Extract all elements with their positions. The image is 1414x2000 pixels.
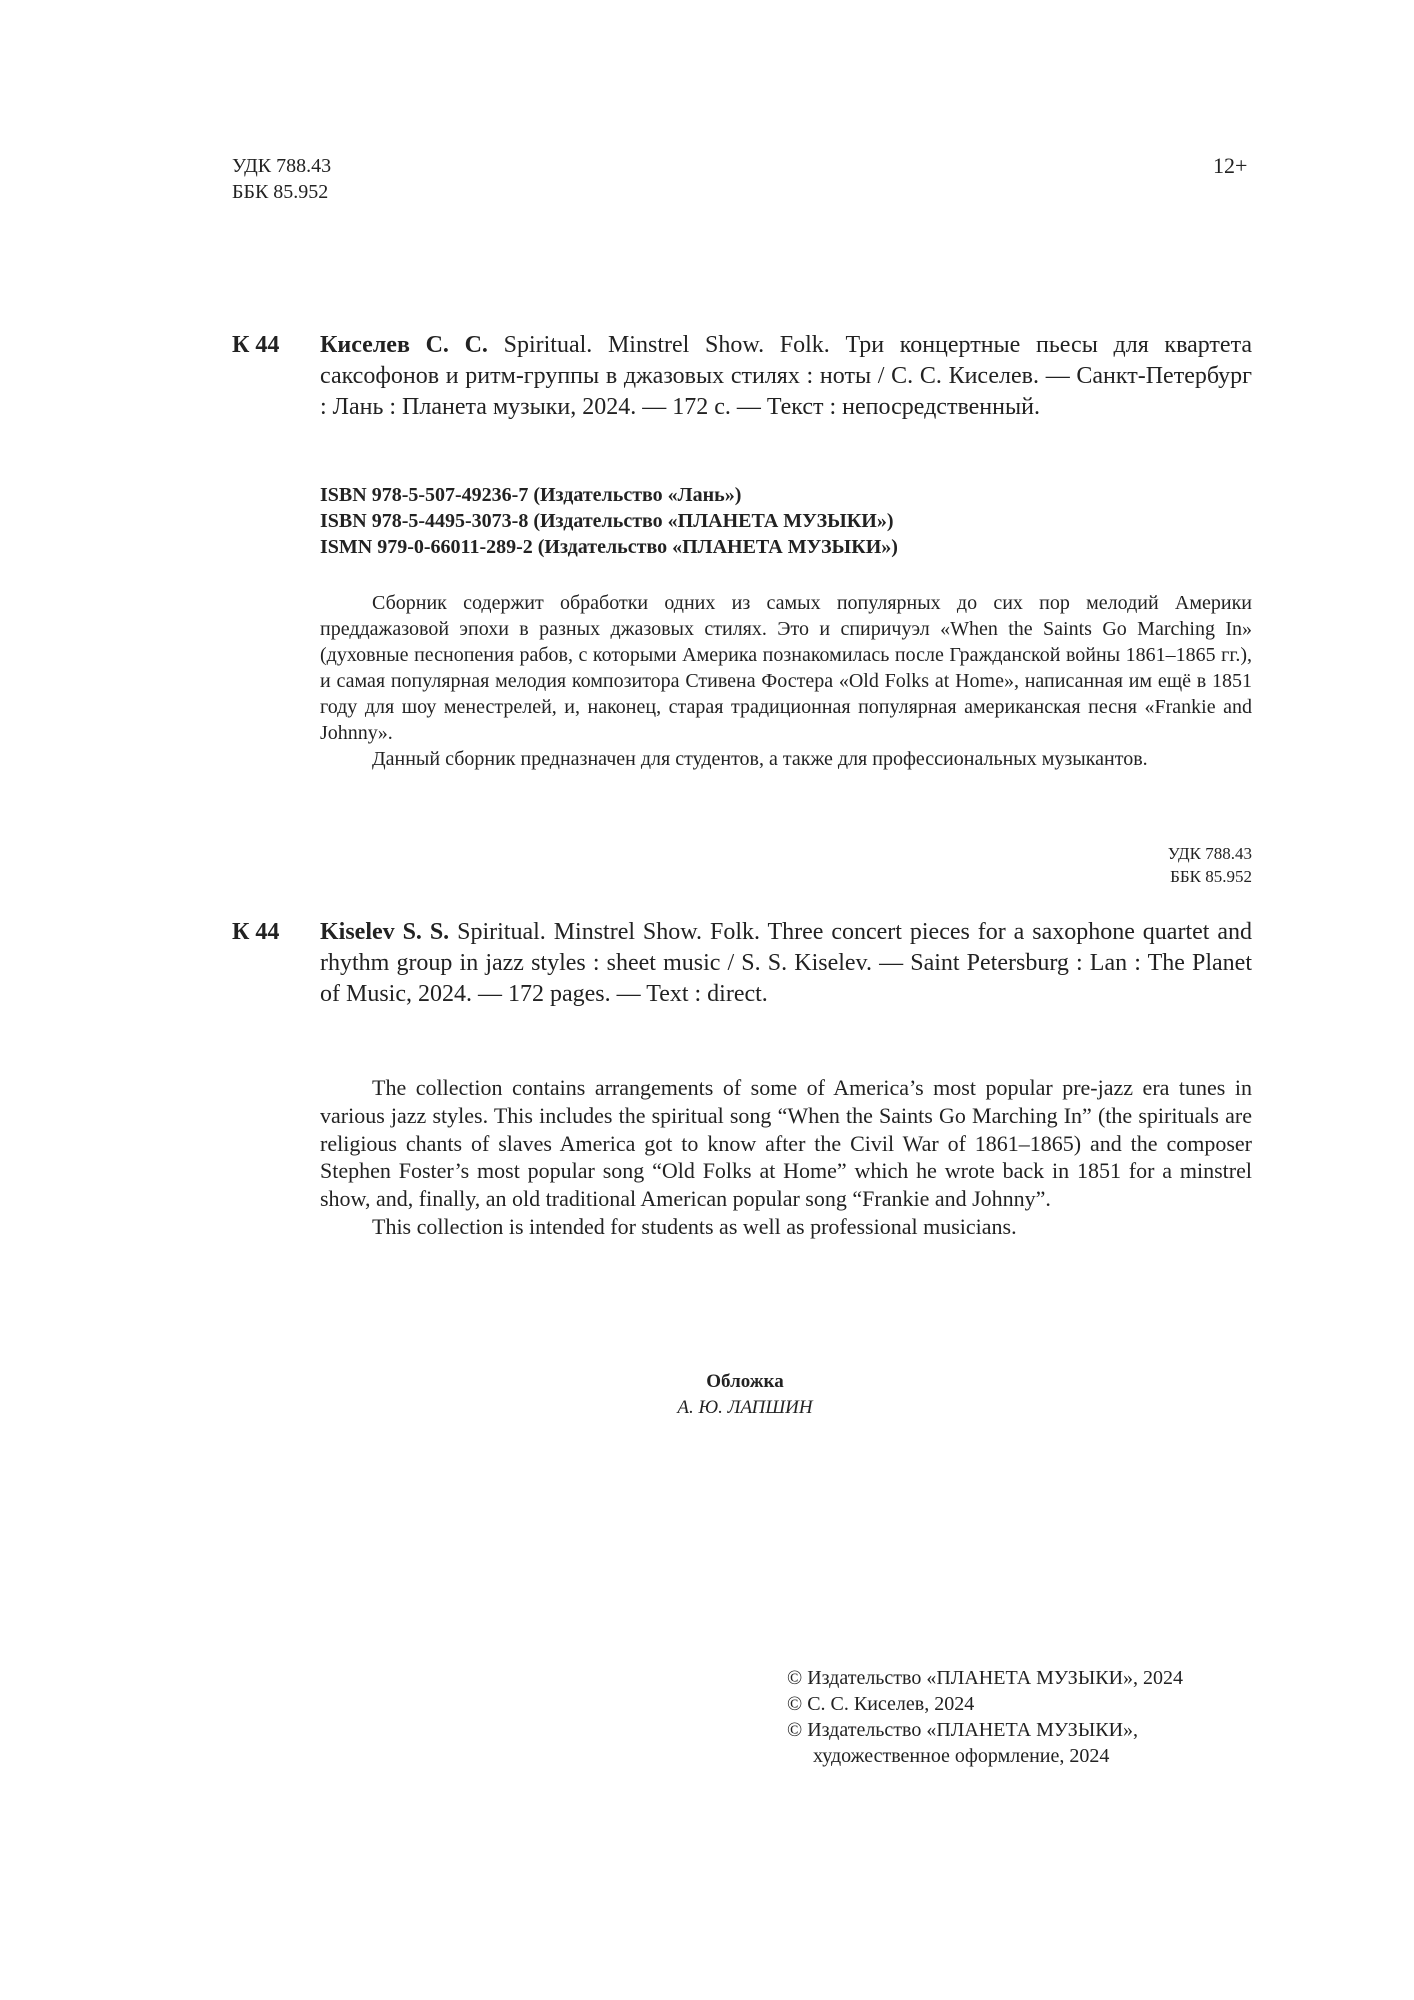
cover-heading: Обложка <box>706 1371 784 1392</box>
copyright-line: © Издательство «ПЛАНЕТА МУЗЫКИ», <box>787 1719 1139 1741</box>
cover-artist: А. Ю. ЛАПШИН <box>677 1397 813 1418</box>
bibliographic-entry-en <box>232 917 1252 1010</box>
age-rating: 12+ <box>1213 153 1248 178</box>
annotation-en <box>320 1074 1252 1241</box>
bbk-code: ББК 85.952 <box>232 181 329 203</box>
entry-code: К 44 <box>232 919 280 945</box>
entry-text <box>320 330 1252 423</box>
classification-bottom <box>1120 842 1252 888</box>
copyright-line: © С. С. Киселев, 2024 <box>787 1693 975 1715</box>
entry-description: Spiritual. Minstrel Show. Folk. Three concert pieces for a saxophone quartet and rhythm group in jazz styles : sheet music / S. S. Kiselev. — Saint Petersburg : Lan : The Planet of Music, 2024. — 172 pages. — Text : direct. <box>320 919 1253 1007</box>
header-classification <box>232 153 331 205</box>
copyright-line-continuation: художественное оформление, 2024 <box>813 1745 1110 1767</box>
annotation-paragraph: Сборник содержит обработки одних из самых популярных до сих пор мелодий Америки преддажазовой эпохи в разных джазовых стилях. Это и спиричуэл «When the Saints Go Marching In» (духовные песнопения рабов, с которыми Америка познакомилась после Гражданской войны 1861–1865 гг.), и самая популярная мелодия композитора Стивена Фостера «Old Folks at Home», написанная им ещё в 1851 году для шоу менестрелей, и, наконец, старая традиционная популярная американская песня «Frankie and Johnny». <box>320 592 1252 744</box>
copyright-block <box>787 1665 1183 1769</box>
cover-credit <box>620 1369 870 1421</box>
annotation-ru <box>320 590 1252 772</box>
entry-code: К 44 <box>232 332 280 358</box>
entry-author: Kiselev S. S. <box>320 919 450 945</box>
annotation-paragraph: This collection is intended for students as well as professional musicians. <box>372 1213 1017 1239</box>
annotation-paragraph: The collection contains arrangements of some of America’s most popular pre-jazz era tunes in various jazz styles. This includes the spiritual song “When the Saints Go Marching In” (the spirituals are religious chants of slaves America got to know after the Civil War of 1861–1865) and the composer Stephen Foster’s most popular song “Old Folks at Home” which he wrote back in 1851 for a minstrel show, and, finally, an old traditional American popular song “Frankie and Johnny”. <box>320 1075 1252 1212</box>
udk-code: УДК 788.43 <box>232 155 332 177</box>
isbn-line: ISBN 978-5-4495-3073-8 (Издательство «ПЛАНЕТА МУЗЫКИ») <box>320 510 894 532</box>
entry-text <box>320 917 1252 1010</box>
bibliographic-entry-ru <box>232 330 1252 423</box>
entry-description: Spiritual. Minstrel Show. Folk. Три концертные пьесы для квартета саксофонов и ритм-группы в джазовых стилях : ноты / С. С. Киселев. — Санкт-Петербург : Лань : Планета музыки, 2024. — 172 с. — Текст : непосредственный. <box>320 332 1253 420</box>
ismn-line: ISMN 979-0-66011-289-2 (Издательство «ПЛАНЕТА МУЗЫКИ») <box>320 536 898 558</box>
entry-author: Киселев С. С. <box>320 332 488 358</box>
isbn-list <box>320 482 898 560</box>
bbk-code: ББК 85.952 <box>1170 867 1252 886</box>
udk-code: УДК 788.43 <box>1167 844 1252 863</box>
copyright-line: © Издательство «ПЛАНЕТА МУЗЫКИ», 2024 <box>787 1667 1184 1689</box>
annotation-paragraph: Данный сборник предназначен для студентов, а также для профессиональных музыкантов. <box>372 748 1148 770</box>
isbn-line: ISBN 978-5-507-49236-7 (Издательство «Лань») <box>320 484 742 506</box>
